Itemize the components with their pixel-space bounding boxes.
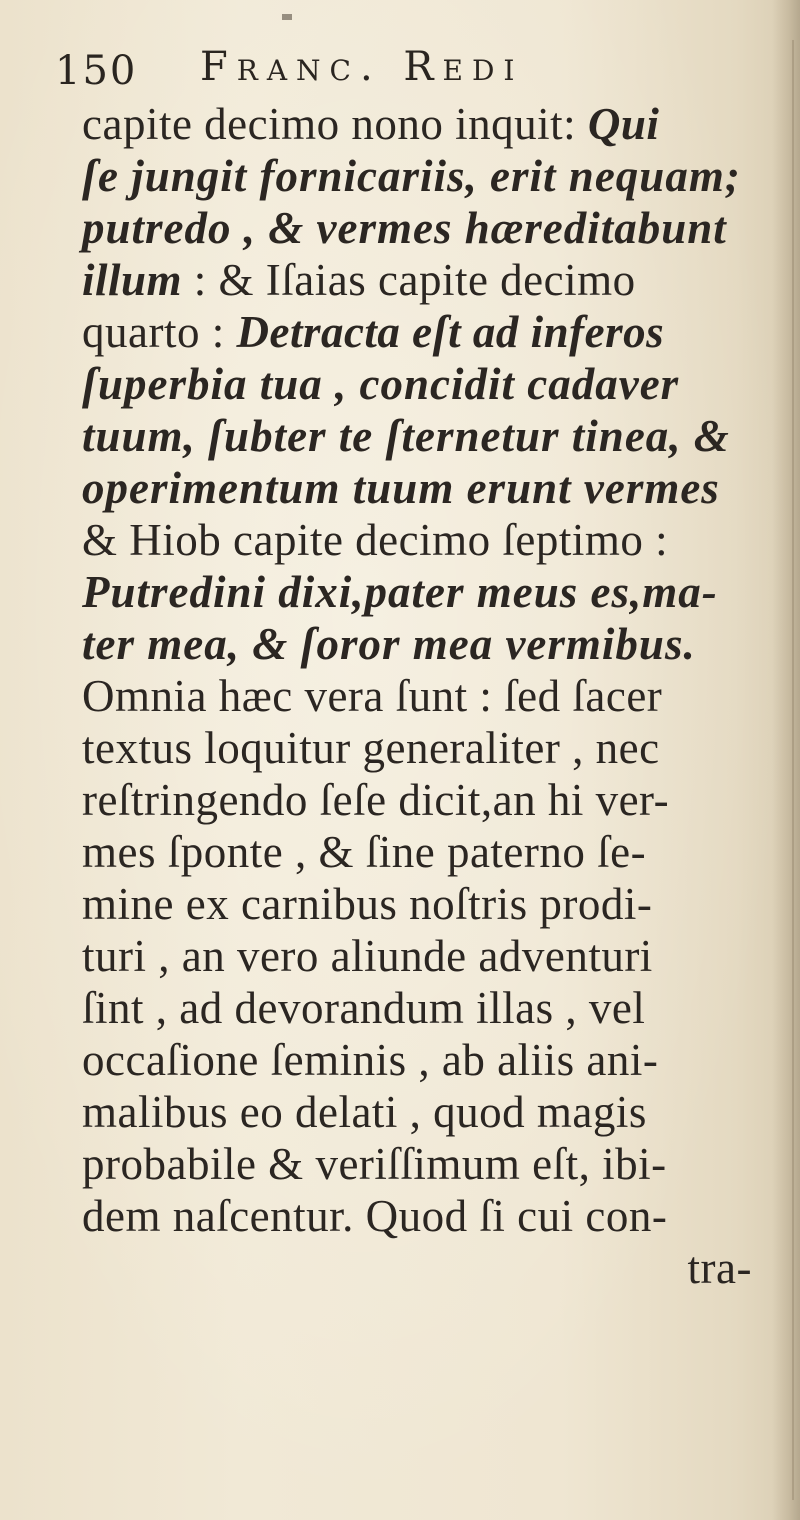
text-line: ſe jungit fornicariis, erit nequam;: [82, 151, 741, 201]
text-line: mes ſponte , & ſine paterno ſe-: [82, 827, 647, 877]
text-line: [82, 254, 782, 306]
text-line: turi , an vero aliunde adventuri: [82, 931, 653, 981]
italic-segment: Detracta eſt ad inferos: [236, 307, 665, 357]
text-line: malibus eo delati , quod magis: [82, 1087, 647, 1137]
text-line: ſint , ad devorandum illas , vel: [82, 983, 646, 1033]
running-head-title: Franc. Redi: [200, 44, 524, 90]
text-line: textus loquitur generaliter , nec: [82, 723, 660, 773]
text-line: ſuperbia tua , concidit cadaver: [82, 359, 680, 409]
text-line: occaſione ſeminis , ab aliis ani-: [82, 1035, 659, 1085]
running-head: [55, 40, 705, 100]
text-line: dem naſcentur. Quod ſi cui con-: [82, 1191, 668, 1241]
text-line: [82, 98, 782, 150]
text-line: putredo , & vermes hæreditabunt: [82, 203, 727, 253]
text-line: probabile & veriſſimum eſt, ibi-: [82, 1139, 667, 1189]
text-line: mine ex carnibus noſtris prodi-: [82, 879, 653, 929]
italic-segment: illum: [82, 255, 183, 305]
text-line: Omnia hæc vera ſunt : ſed ſacer: [82, 671, 663, 721]
italic-segment: Qui: [587, 99, 660, 149]
text-segment: quarto :: [82, 307, 237, 357]
page-edge: [792, 40, 794, 1500]
text-segment: capite decimo nono inquit:: [82, 99, 588, 149]
text-line: & Hiob capite decimo ſeptimo :: [82, 515, 669, 565]
body-text: [82, 98, 782, 1294]
page-number: 150: [55, 48, 138, 94]
text-line: tuum, ſubter te ſternetur tinea, &: [82, 411, 730, 461]
text-line: reſtringendo ſeſe dicit,an hi ver-: [82, 775, 670, 825]
catchword: tra-: [687, 1243, 752, 1293]
text-line: [82, 306, 782, 358]
text-segment: : & Iſaias capite decimo: [182, 255, 636, 305]
text-line: Putredini dixi,pater meus es,ma-: [82, 567, 718, 617]
text-line: ter mea, & ſoror mea vermibus.: [82, 619, 696, 669]
ink-mark: [282, 14, 292, 20]
text-line: operimentum tuum erunt vermes: [82, 463, 720, 513]
